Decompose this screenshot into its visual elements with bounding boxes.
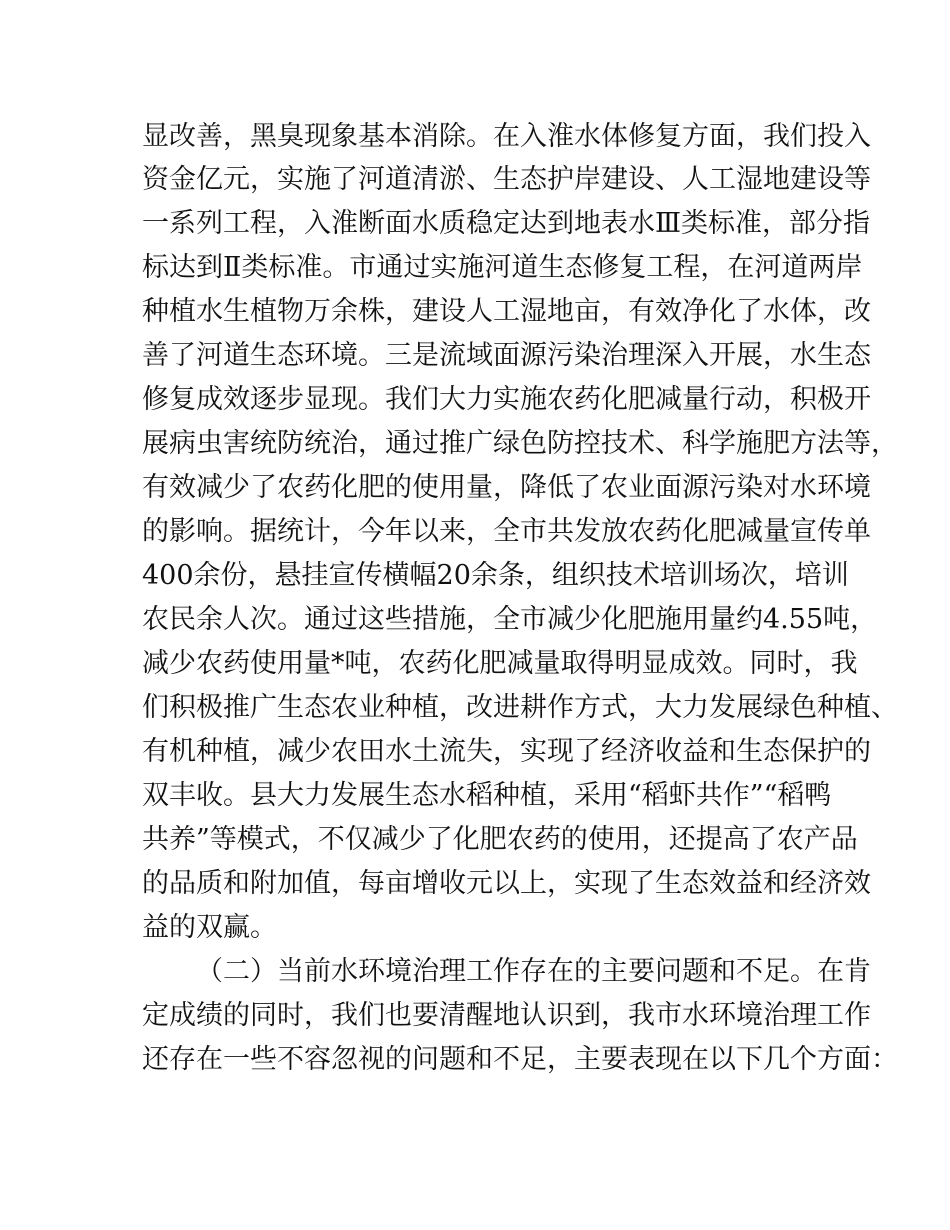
text-line: 修复成效逐步显现。我们大力实施农药化肥减量行动，积极开 — [142, 384, 871, 415]
text-line: 减少农药使用量*吨，农药化肥减量取得明显成效。同时，我 — [142, 648, 858, 679]
text-line: 的品质和附加值，每亩增收元以上，实现了生态效益和经济效 — [142, 868, 871, 899]
text-line: 的影响。据统计，今年以来，全市共发放农药化肥减量宣传单 — [142, 516, 871, 547]
text-line: 们积极推广生态农业种植，改进耕作方式，大力发展绿色种植、 — [142, 692, 898, 723]
text-line: 展病虫害统防统治，通过推广绿色防控技术、科学施肥方法等， — [142, 428, 898, 459]
text-line: 善了河道生态环境。三是流域面源污染治理深入开展，水生态 — [142, 340, 871, 371]
text-line: 共养”等模式，不仅减少了化肥农药的使用，还提高了农产品 — [142, 824, 858, 855]
text-line: 双丰收。县大力发展生态水稻种植，采用“稻虾共作”“稻鸭 — [142, 780, 832, 811]
section-heading-line: （二）当前水环境治理工作存在的主要问题和不足。在肯 — [196, 956, 871, 987]
text-line: 有效减少了农药化肥的使用量，降低了农业面源污染对水环境 — [142, 472, 871, 503]
text-line: 还存在一些不容忽视的问题和不足，主要表现在以下几个方面： — [142, 1044, 898, 1075]
text-line: 益的双赢。 — [142, 912, 277, 943]
text-line: 资金亿元，实施了河道清淤、生态护岸建设、人工湿地建设等 — [142, 164, 871, 195]
text-line: 种植水生植物万余株，建设人工湿地亩，有效净化了水体，改 — [142, 296, 871, 327]
text-line: 标达到Ⅱ类标准。市通过实施河道生态修复工程，在河道两岸 — [142, 252, 863, 283]
text-line: 400余份，悬挂宣传横幅20余条，组织技术培训场次，培训 — [142, 560, 849, 591]
text-line: 定成绩的同时，我们也要清醒地认识到，我市水环境治理工作 — [142, 1000, 871, 1031]
text-line: 农民余人次。通过这些措施，全市减少化肥施用量约4.55吨， — [142, 604, 878, 635]
text-line: 显改善，黑臭现象基本消除。在入淮水体修复方面，我们投入 — [142, 121, 871, 152]
text-line: 一系列工程，入淮断面水质稳定达到地表水Ⅲ类标准，部分指 — [142, 208, 871, 239]
text-line: 有机种植，减少农田水土流失，实现了经济收益和生态保护的 — [142, 736, 871, 767]
